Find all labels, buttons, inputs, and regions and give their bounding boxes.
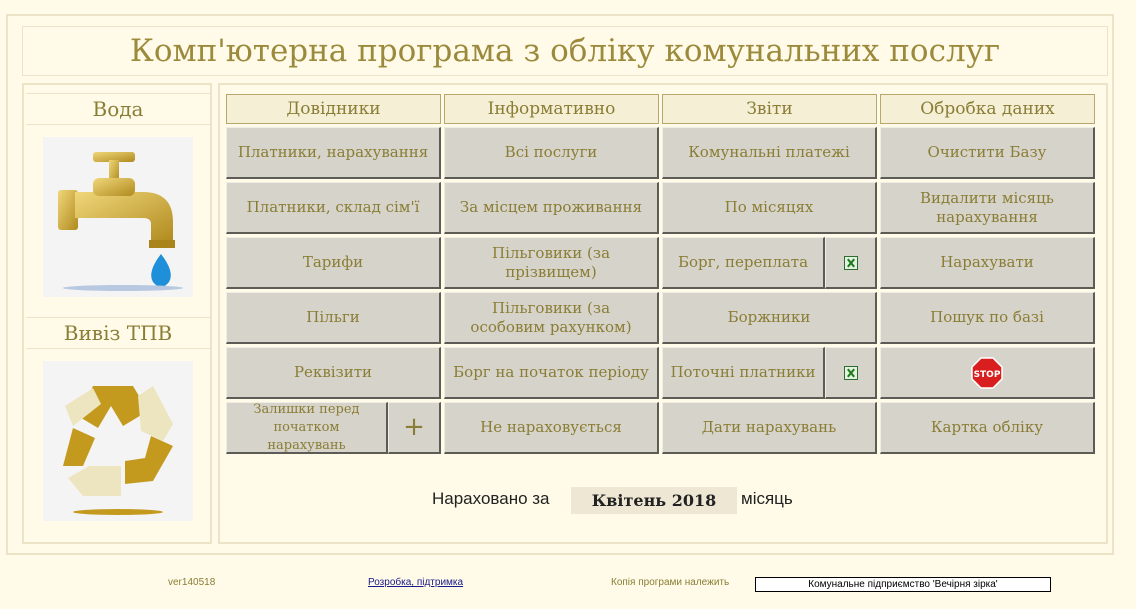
current-payers-button[interactable]: Поточні платники xyxy=(662,347,825,399)
clear-base-button[interactable]: Очистити Базу xyxy=(880,127,1095,179)
debt-overpay-button[interactable]: Борг, переплата xyxy=(662,237,825,289)
water-tap-icon[interactable] xyxy=(43,137,193,297)
tab-data-processing[interactable]: Обробка даних xyxy=(880,94,1095,124)
account-card-button[interactable]: Картка обліку xyxy=(880,402,1095,454)
not-charged-button[interactable]: Не нараховується xyxy=(444,402,659,454)
by-residence-button[interactable]: За місцем проживання xyxy=(444,182,659,234)
search-base-button[interactable]: Пошук по базі xyxy=(880,292,1095,344)
balances-button[interactable]: Залишки перед початком нарахувань xyxy=(226,402,388,454)
payers-family-button[interactable]: Платники, склад сім'ї xyxy=(226,182,441,234)
tab-reports[interactable]: Звіти xyxy=(662,94,877,124)
owner-label: Копія програми належить xyxy=(611,577,730,588)
recycle-icon[interactable] xyxy=(43,361,193,521)
requisites-button[interactable]: Реквізити xyxy=(226,347,441,399)
water-label: Вода xyxy=(26,93,210,125)
utility-payments-button[interactable]: Комунальні платежі xyxy=(662,127,877,179)
left-panel xyxy=(22,83,212,544)
month-suffix-label: місяць xyxy=(741,489,793,508)
beneficiaries-surname-button[interactable]: Пільговики (за прізвищем) xyxy=(444,237,659,289)
support-link[interactable]: Розробка, підтримка xyxy=(368,577,464,588)
waste-label: Вивіз ТПВ xyxy=(26,317,210,349)
plus-icon: + xyxy=(403,412,425,442)
payers-charges-button[interactable]: Платники, нарахування xyxy=(226,127,441,179)
month-prefix-label: Нараховано за xyxy=(432,489,550,508)
tab-reference[interactable]: Довідники xyxy=(226,94,441,124)
current-payers-excel-button[interactable] xyxy=(825,347,877,399)
benefits-button[interactable]: Пільги xyxy=(226,292,441,344)
all-services-button[interactable]: Всі послуги xyxy=(444,127,659,179)
svg-text:STOP: STOP xyxy=(973,369,1001,380)
delete-month-button[interactable]: Видалити місяць нарахування xyxy=(880,182,1095,234)
tab-informative[interactable]: Інформативно xyxy=(444,94,659,124)
add-balance-button[interactable] xyxy=(388,402,441,454)
beneficiaries-account-button[interactable]: Пільговики (за особовим рахунком) xyxy=(444,292,659,344)
calculate-button[interactable]: Нарахувати xyxy=(880,237,1095,289)
version-label: ver140518 xyxy=(168,577,216,588)
owner-field[interactable]: Комунальне підприємство 'Вечірня зірка' xyxy=(755,577,1051,592)
debtors-button[interactable]: Боржники xyxy=(662,292,877,344)
tariffs-button[interactable]: Тарифи xyxy=(226,237,441,289)
stop-button[interactable] xyxy=(880,347,1095,399)
excel-icon xyxy=(844,366,858,380)
excel-icon xyxy=(844,256,858,270)
debt-start-button[interactable]: Борг на початок періоду xyxy=(444,347,659,399)
charge-dates-button[interactable]: Дати нарахувань xyxy=(662,402,877,454)
by-months-button[interactable]: По місяцях xyxy=(662,182,877,234)
current-month-field[interactable]: Квітень 2018 xyxy=(571,487,737,514)
page-title: Комп'ютерна програма з обліку комунальних послуг xyxy=(22,26,1108,76)
debt-overpay-excel-button[interactable] xyxy=(825,237,877,289)
stop-icon xyxy=(971,357,1003,389)
